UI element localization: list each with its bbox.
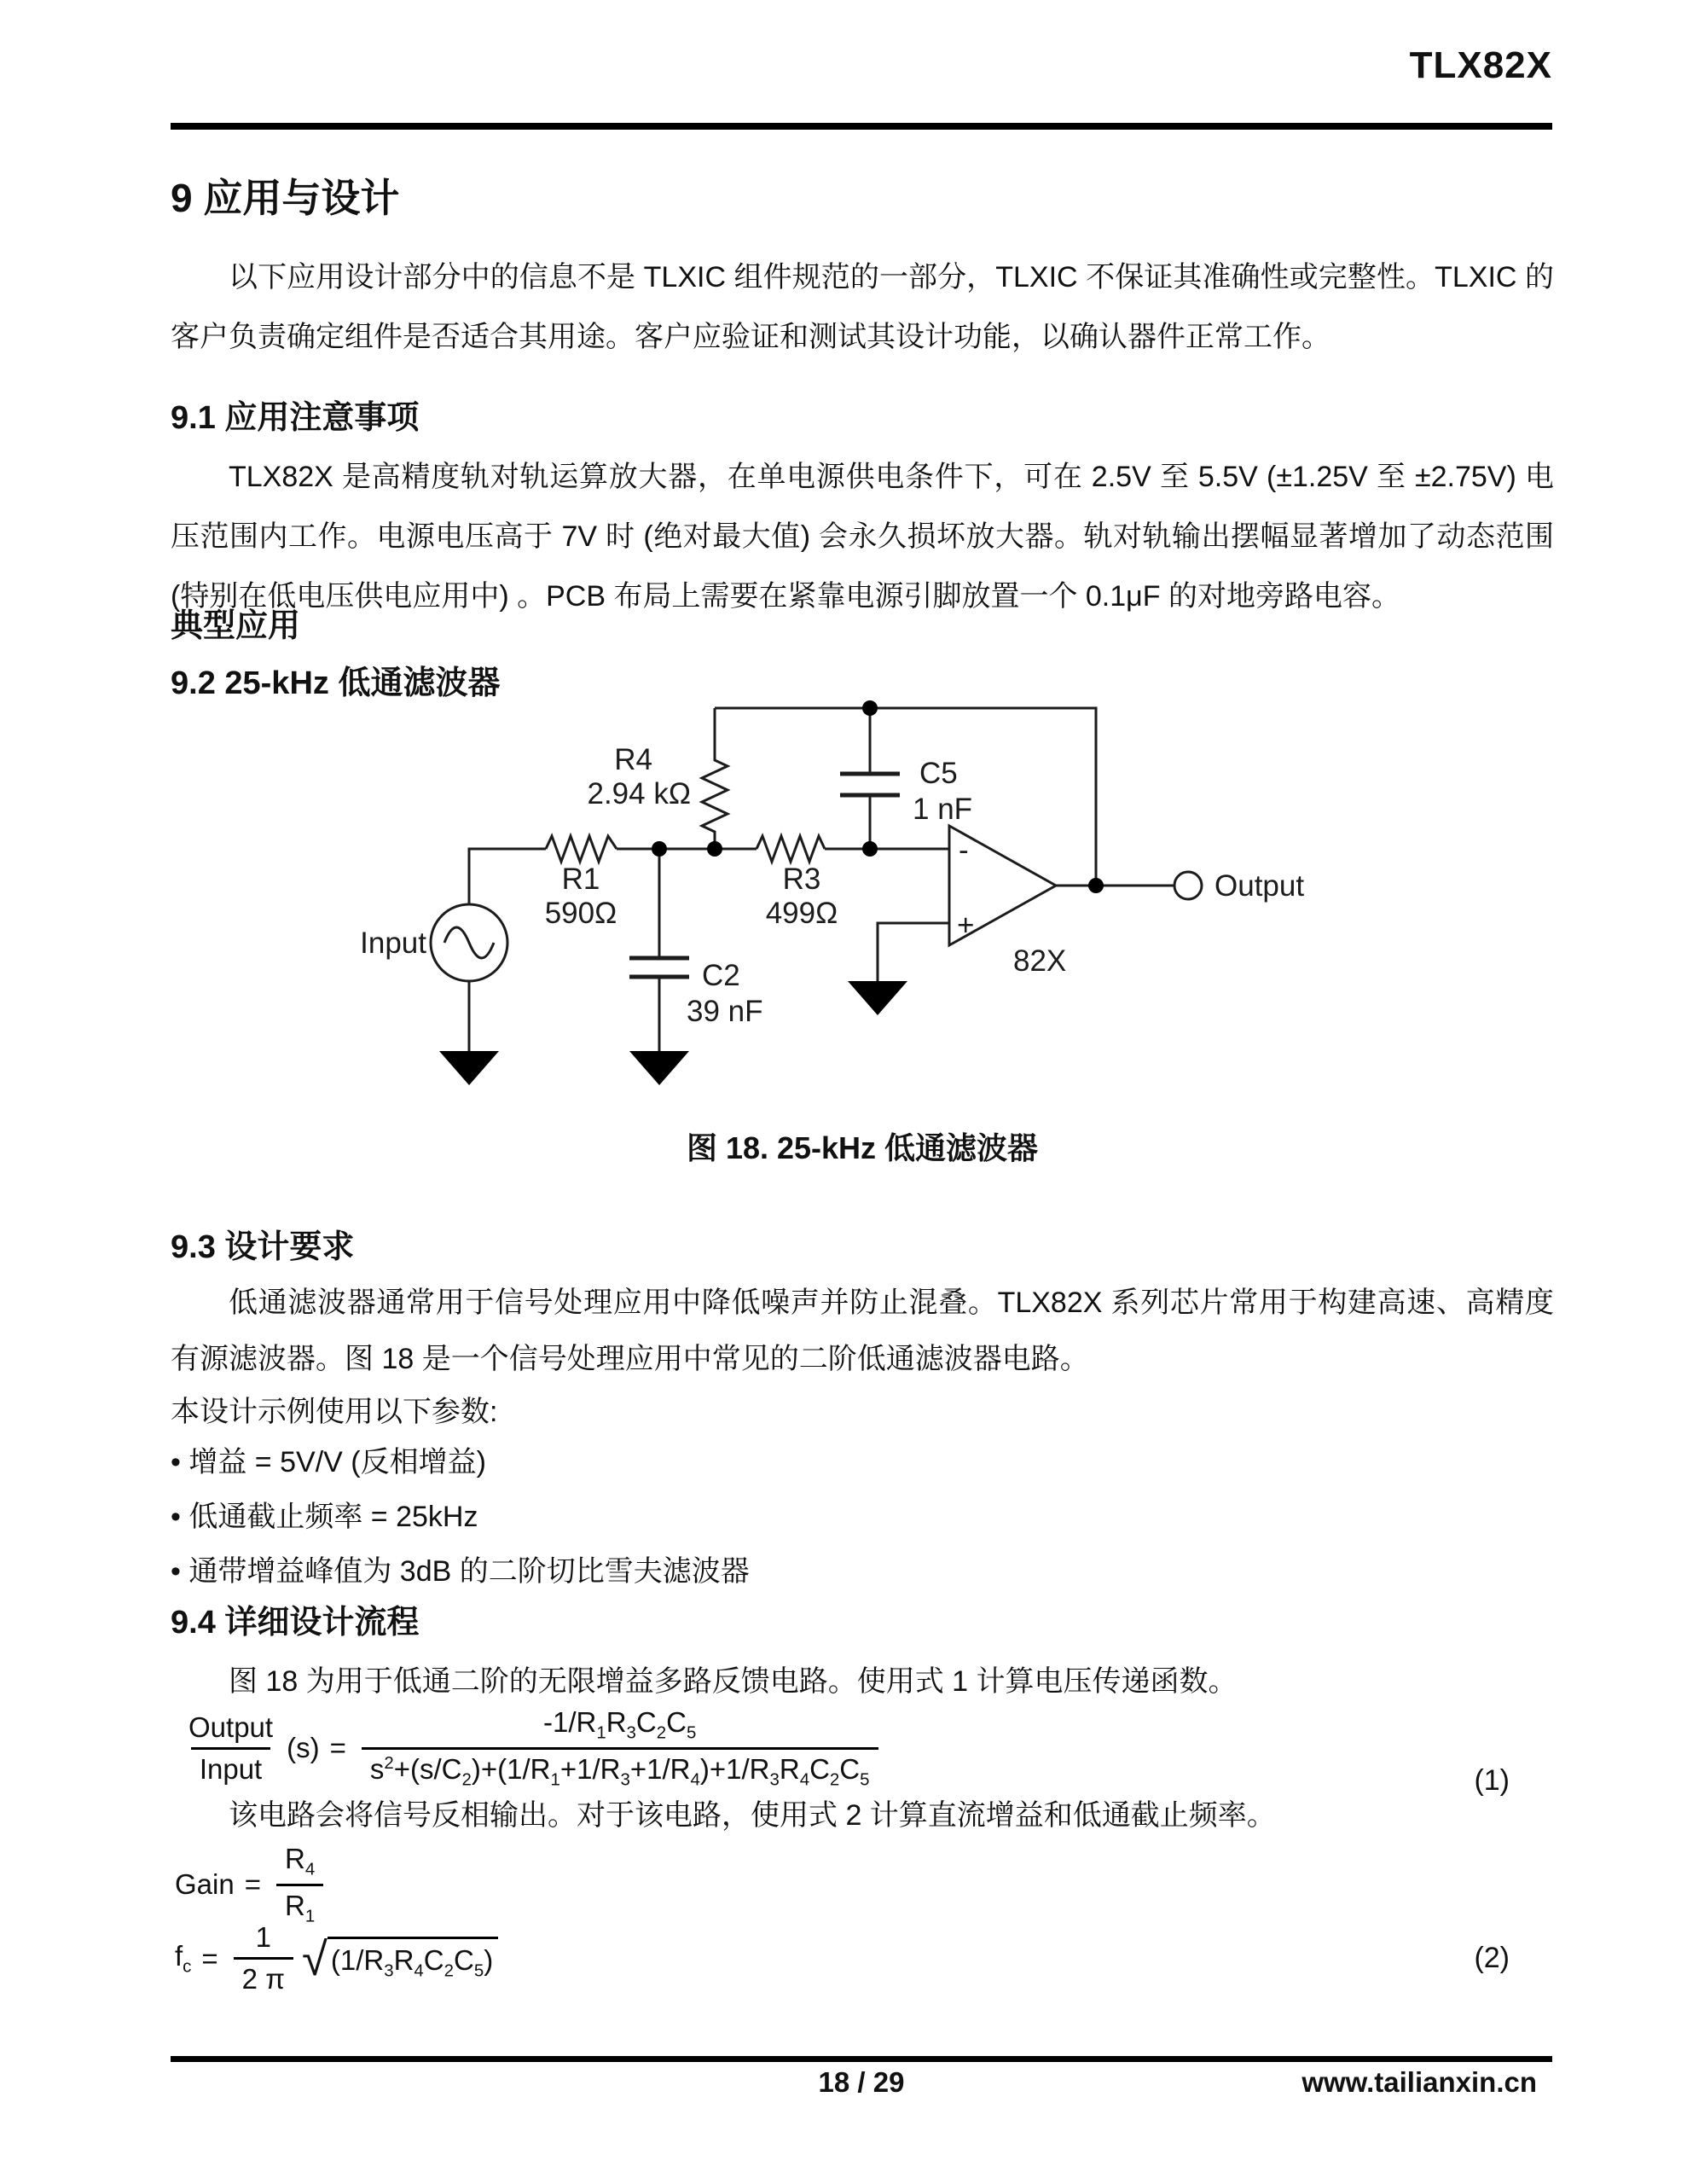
junction-node-r4 — [707, 841, 722, 857]
design-params-intro: 本设计示例使用以下参数: — [171, 1396, 498, 1428]
r1-ref-label: R1 — [561, 863, 600, 896]
list-item: • 增益 = 5V/V (反相增益) — [171, 1435, 1554, 1490]
ground-icon-opamp — [848, 981, 907, 1015]
figure-18-caption: 图 18. 25-kHz 低通滤波器 — [686, 1130, 1039, 1165]
gain-fraction — [276, 1843, 323, 1926]
equation-rhs-denominator: $s^2+(s/C_2)+(1/R_1+1/R_3+1/R_4)+1/R_3R_4C_2C_5$ — [362, 1747, 878, 1791]
gain-lhs: Gain — [175, 1868, 235, 1901]
r1-value-label: 590Ω — [544, 897, 617, 930]
sine-wave-icon — [444, 927, 494, 958]
radicand: $(1/R_3R_4C_2C_5)$ — [328, 1937, 498, 1982]
gain-numerator: $R_4$ — [285, 1843, 316, 1879]
equation-lhs-numerator: Output — [188, 1711, 274, 1743]
equals-sign: = — [244, 1868, 261, 1901]
resistor-r4 — [702, 708, 728, 849]
list-item: • 低通截止频率 = 25kHz — [171, 1490, 1554, 1544]
junction-node-c5-bottom — [862, 841, 878, 857]
page-number: 18 / 29 — [818, 2066, 905, 2098]
r4-value-label: 2.94 kΩ — [587, 777, 691, 810]
c5-ref-label: C5 — [919, 757, 958, 790]
ground-icon-input — [439, 1051, 499, 1085]
equals-sign: = — [201, 1942, 218, 1974]
junction-node-output — [1088, 878, 1104, 893]
typical-applications-heading: 典型应用 — [171, 608, 301, 644]
opamp-plus-label: + — [957, 909, 975, 942]
equation-argument: (s) — [287, 1732, 320, 1764]
output-terminal — [1174, 872, 1202, 899]
header-divider — [171, 123, 1552, 130]
equation-2-number: (2) — [1474, 1942, 1510, 1974]
gain-denominator: $R_1$ — [276, 1884, 323, 1927]
r3-value-label: 499Ω — [765, 897, 838, 930]
equals-sign: = — [329, 1732, 346, 1764]
junction-node-c2 — [652, 841, 667, 857]
gain-equation — [175, 1843, 328, 1926]
section-9-1-heading: 9.1 应用注意事项 — [171, 400, 420, 436]
wire-input-to-r1 — [469, 849, 546, 904]
footer-divider — [171, 2056, 1552, 2062]
output-label: Output — [1215, 869, 1305, 903]
opamp-name-label: 82X — [1013, 944, 1067, 978]
opamp-minus-label: - — [959, 834, 969, 867]
equation-1-number: (1) — [1474, 1764, 1510, 1797]
section-9-2-heading: 9.2 25-kHz 低通滤波器 — [171, 665, 501, 701]
wire-plus-input — [878, 923, 949, 981]
resistor-r3 — [757, 836, 825, 862]
page-title: TLX82X — [1409, 44, 1552, 86]
section-9-3-heading: 9.3 设计要求 — [171, 1229, 355, 1265]
section-9-4-heading: 9.4 详细设计流程 — [171, 1605, 420, 1641]
section-9-heading: 9 应用与设计 — [171, 176, 400, 220]
equation-rhs-numerator: $-1/R_1R_3C_2C_5$ — [542, 1706, 697, 1743]
ground-icon-c2 — [629, 1051, 689, 1085]
resistor-r1 — [546, 836, 617, 862]
fc-lhs: $f_c$ — [175, 1939, 192, 1977]
c2-ref-label: C2 — [702, 959, 740, 992]
list-item: • 通带增益峰值为 3dB 的二阶切比雪夫滤波器 — [171, 1544, 1554, 1599]
radical-sign-icon: √ — [301, 1933, 328, 1986]
c5-value-label: 1 nF — [913, 793, 973, 826]
lowpass-filter-schematic — [0, 700, 1687, 1109]
junction-node-c5-top — [862, 700, 878, 716]
r3-ref-label: R3 — [782, 863, 821, 896]
equation-lhs-denominator: Input — [191, 1747, 270, 1786]
fc-numerator: 1 — [255, 1921, 271, 1953]
website-url: www.tailianxin.cn — [1301, 2066, 1537, 2098]
section-9-paragraph: 以下应用设计部分中的信息不是 TLXIC 组件规范的一部分，TLXIC 不保证其准确性或完整性。TLXIC 的客户负责确定组件是否适合其用途。客户应验证和测试其设计功能，以确认器件正常工作。 — [171, 261, 1554, 353]
fc-denominator: 2 π — [234, 1957, 293, 1995]
input-label: Input — [360, 926, 426, 960]
design-params-list — [171, 1435, 1554, 1599]
c2-value-label: 39 nF — [687, 995, 763, 1028]
section-9-1-paragraph: TLX82X 是高精度轨对轨运算放大器，在单电源供电条件下，可在 2.5V 至 5.5V (±1.25V 至 ±2.75V) 电压范围内工作。电源电压高于 7V 时 (绝对最大值) 会永久损坏放大器。轨对轨输出摆幅显著增加了动态范围 (特别在低电压供电应用中) 。PCB 布局上需要在紧靠电源引脚放置一个 0.1μF 的对地旁路电容。 — [171, 461, 1554, 613]
section-9-4-paragraph-2: 该电路会将信号反相输出。对于该电路，使用式 2 计算直流增益和低通截止频率。 — [229, 1799, 1276, 1832]
section-9-3-paragraph: 低通滤波器通常用于信号处理应用中降低噪声并防止混叠。TLX82X 系列芯片常用于构建高速、高精度有源滤波器。图 18 是一个信号处理应用中常见的二阶低通滤波器电路。 — [171, 1287, 1554, 1375]
r4-ref-label: R4 — [614, 743, 652, 776]
section-9-4-paragraph-1: 图 18 为用于低通二阶的无限增益多路反馈电路。使用式 1 计算电压传递函数。 — [229, 1665, 1238, 1698]
